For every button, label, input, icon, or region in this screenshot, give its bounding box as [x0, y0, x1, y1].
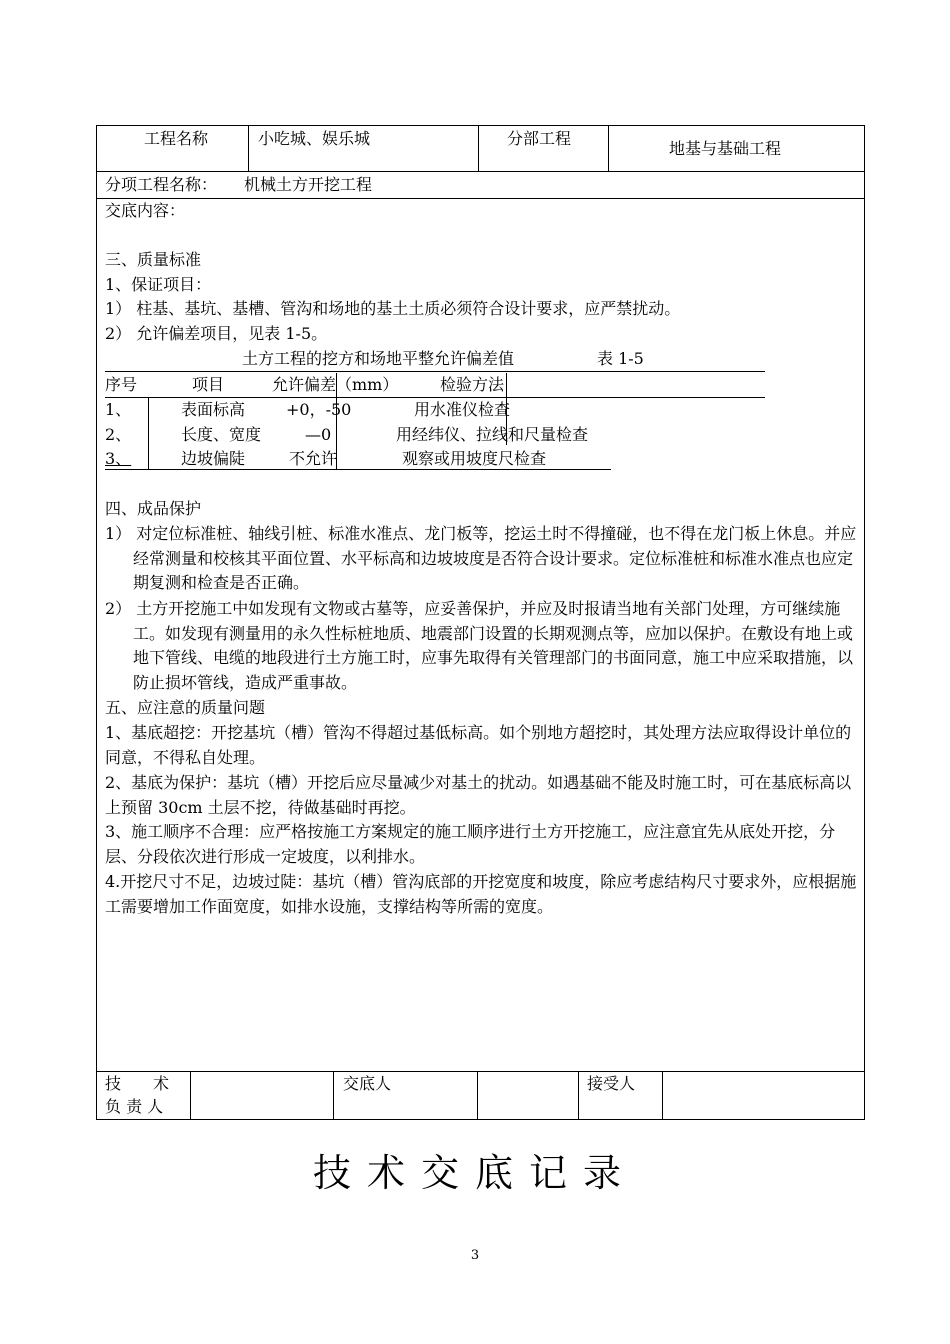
table-header-tolerance: 允许偏差（mm） — [272, 375, 399, 394]
section-3-item-1: 1、保证项目： — [105, 275, 212, 294]
section-5-item-3: 3、施工顺序不合理：应严格按施工方案规定的施工顺序进行土方开挖施工，应注意宜先从底处开挖，分层、分段依次进行形成一定坡度，以利排水。 — [105, 822, 836, 866]
footer-divider — [477, 1071, 478, 1120]
section-4-item-2: 2） 土方开挖施工中如发现有文物或古墓等，应妥善保护，并应及时报请当地有关部门处理，方可继续施工。如发现有测量用的永久性标桩地质、地震部门设置的长期观测点等，应加以保护。在敷设有地上或地下管线、电缆的地段进行土方施工时，应事先取得有关管理部门的书面同意，施工中应采取措施，以防止损坏管线，造成严重事故。 — [105, 599, 854, 692]
section-4-item-1: 1） 对定位标准桩、轴线引桩、标准水准点、龙门板等，挖运土时不得撞碰，也不得在龙门板上休息。并应经常测量和校核其平面位置、水平标高和边坡坡度是否符合设计要求。定位标准桩和标准水准点也应定期复测和检查是否正确。 — [105, 524, 857, 592]
header-divider — [248, 125, 249, 171]
subitem-label: 分项工程名称： — [105, 175, 218, 194]
receiver-label: 接受人 — [587, 1074, 636, 1093]
table-row-2-item: 长度、宽度 — [181, 425, 262, 444]
section-5-item-1: 1、基底超挖：开挖基坑（槽）管沟不得超过基低标高。如个别地方超挖时，其处理方法应取得设计单位的同意，不得私自处理。 — [105, 723, 852, 767]
division-value: 地基与基础工程 — [669, 139, 782, 158]
table-bottom-rule — [105, 469, 611, 470]
section-3-item-1-1: 1） 柱基、基坑、基槽、管沟和场地的基土土质必须符合设计要求，应严禁扰动。 — [105, 299, 681, 318]
project-name-value: 小吃城、娱乐城 — [258, 129, 371, 148]
table-column-rule — [148, 397, 149, 469]
section-5-title: 五、应注意的质量问题 — [105, 698, 266, 717]
document-title: 技术交底记录 — [312, 1151, 637, 1195]
handover-label: 交底人 — [343, 1074, 392, 1093]
header-bottom-rule — [96, 171, 865, 172]
project-name-label: 工程名称 — [144, 129, 209, 148]
table-header-item: 项目 — [192, 375, 225, 394]
header-divider — [608, 125, 609, 171]
section-3-title: 三、质量标准 — [105, 250, 202, 269]
table-row-1-no: 1、 — [105, 400, 132, 419]
tech-lead-label-line1: 技 术 — [105, 1074, 170, 1093]
tech-lead-label-line2: 负 责 人 — [105, 1097, 164, 1116]
section-4-title: 四、成品保护 — [105, 499, 202, 518]
section-5-item-4: 4.开挖尺寸不足，边坡过陡：基坑（槽）管沟底部的开挖宽度和坡度，除应考虑结构尺寸要求外，应根据施工需要增加工作面宽度，如排水设施，支撑结构等所需的宽度。 — [105, 872, 857, 916]
footer-divider — [333, 1071, 334, 1120]
table-row-3-tolerance: 不允许 — [289, 449, 338, 468]
table-row-3-no: 3、 — [105, 449, 132, 468]
table-row-1-tolerance: +0，-50 — [286, 400, 352, 419]
section-3-item-1-2: 2） 允许偏差项目，见表 1-5。 — [105, 324, 328, 343]
section-5-item-2: 2、基底为保护：基坑（槽）开挖后应尽量减少对基土的扰动。如遇基础不能及时施工时，可在基底标高以上预留 30cm 土层不挖，待做基础时再挖。 — [105, 773, 852, 817]
footer-divider — [190, 1071, 191, 1120]
table-number: 表 1-5 — [597, 349, 644, 368]
table-top-rule — [105, 371, 765, 372]
header-divider — [478, 125, 479, 171]
table-row-2-method: 用经纬仪、拉线和尺量检查 — [396, 425, 589, 444]
subitem-value: 机械土方开挖工程 — [244, 175, 373, 194]
table-header-no: 序号 — [105, 375, 138, 394]
table-row-1-method: 用水准仪检查 — [414, 400, 511, 419]
table-row-3-method: 观察或用坡度尺检查 — [402, 449, 547, 468]
table-header-method: 检验方法 — [440, 375, 505, 394]
table-row-1-item: 表面标高 — [181, 400, 246, 419]
content-intro: 交底内容： — [105, 201, 186, 220]
table-row-3-item: 边坡偏陡 — [181, 449, 246, 468]
page-number: 3 — [470, 1248, 480, 1263]
division-label: 分部工程 — [507, 129, 572, 148]
footer-divider — [662, 1071, 663, 1120]
table-row-2-tolerance: —0 — [305, 425, 332, 444]
subitem-bottom-rule — [96, 198, 865, 199]
footer-top-rule — [96, 1071, 865, 1072]
table-row-2-no: 2、 — [105, 425, 132, 444]
footer-divider — [578, 1071, 579, 1120]
table-caption: 土方工程的挖方和场地平整允许偏差值 — [242, 349, 515, 368]
